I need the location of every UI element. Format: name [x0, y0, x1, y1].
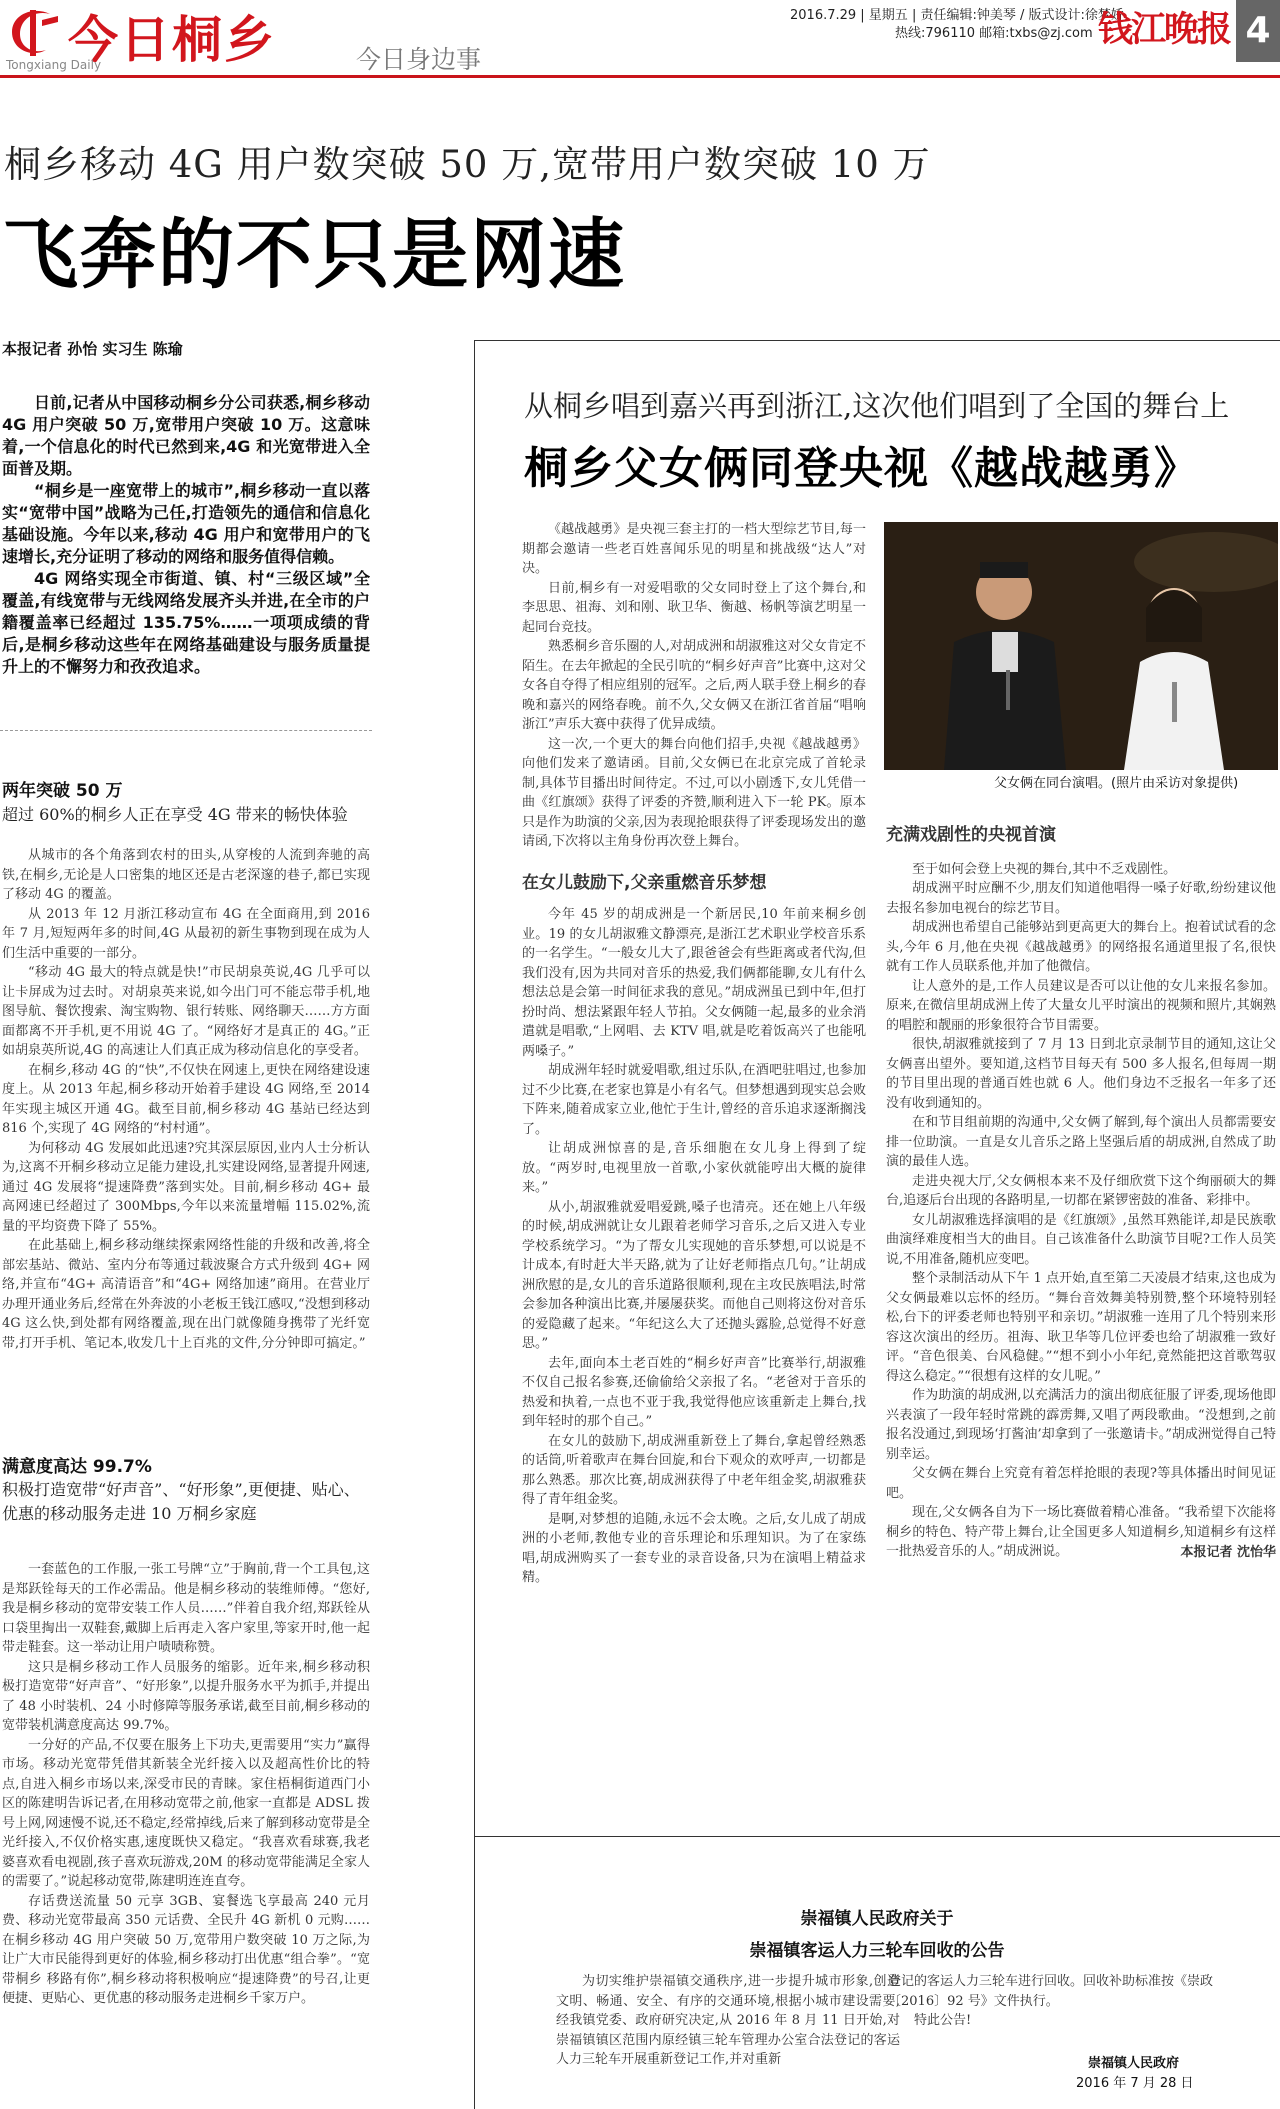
body-paragraph: 胡成洲也希望自己能够站到更高更大的舞台上。抱着试试看的念头,今年 6 月,他在央视《越战越勇》的网络报名通道里报了名,很快就有工作人员联系他,并加了他微信。	[886, 920, 1277, 974]
dashed-divider	[0, 730, 372, 731]
body-paragraph: 在女儿的鼓励下,胡成洲重新登上了舞台,拿起曾经熟悉的话筒,听着歌声在舞台回旋,和台下观众的欢呼声,一切都是那么熟悉。那次比赛,胡成洲获得了中老年组金奖,胡淑雅获得了青年组金奖。	[522, 1433, 866, 1507]
body-paragraph: 这只是桐乡移动工作人员服务的缩影。近年来,桐乡移动积极打造宽带“好声音”、“好形象”,以提升服务水平为抓手,并提出了 48 小时装机、24 小时修障等服务承诺,截至目前,桐乡移动的宽带装机满意度高达 99.7%。	[2, 1659, 370, 1733]
notice-title-line2: 崇福镇客运人力三轮车回收的公告	[749, 1941, 1005, 1961]
article-headline: 飞奔的不只是网速	[2, 210, 626, 299]
body-paragraph: “移动 4G 最大的特点就是快!”市民胡泉英说,4G 几乎可以让卡屏成为过去时。对胡泉英来说,如今出门可不能忘带手机,地图导航、餐饮搜索、淘宝购物、银行转账、网络聊天……方方面面都离不开手机,更不用说 4G 了。“网络好才是真正的 4G。”正如胡泉英所说,4G 的高速让人们真正成为移动信息化的享受者。	[2, 965, 370, 1058]
body-paragraph: 父女俩在舞台上究竟有着怎样抢眼的表现?等具体播出时间见证吧。	[886, 1466, 1276, 1501]
article-lead	[2, 392, 370, 678]
notice-signature-date: 2016 年 7 月 28 日	[1076, 2076, 1194, 2091]
lead-paragraph: 日前,记者从中国移动桐乡分公司获悉,桐乡移动 4G 用户突破 50 万,宽带用户突破 10 万。这意味着,一个信息化的时代已然到来,4G 和光宽带进入全面普及期。	[2, 393, 370, 478]
body-paragraph: 存话费送流量 50 元享 3GB、宴餐选飞享最高 240 元月费、移动光宽带最高 350 元话费、全民升 4G 新机 0 元购……在桐乡移动 4G 用户突破 50 万,宽带用户数突破 10 万之际,为让广大市民能得到更好的体验,桐乡移动打出优惠“组合拳”。“宽带桐乡 移路有你”,桐乡移动将积极响应“提速降费”的号召,让更便捷、更贴心、更优惠的移动服务走进桐乡千家万户。	[2, 1893, 370, 2006]
section-body	[2, 846, 370, 1353]
feature-column-right	[886, 826, 1276, 1562]
notice-paragraph: 登记的客运人力三轮车进行回收。回收补助标准按《崇政〔2016〕92 号》文件执行。	[888, 1974, 1214, 2009]
body-paragraph: 现在,父女俩各自为下一场比赛做着精心准备。“我希望下次能将桐乡的特色、特产带上舞台,让全国更多人知道桐乡,知道桐乡有这样一批热爱音乐的人。”胡成洲说。	[886, 1505, 1276, 1559]
body-paragraph: 是啊,对梦想的追随,永远不会太晚。之后,女儿成了胡成洲的小老师,教他专业的音乐理论和乐理知识。为了在家练唱,胡成洲购买了一套专业的录音设备,只为在演唱上精益求精。	[522, 1511, 866, 1585]
body-paragraph: 从城市的各个角落到农村的田头,从穿梭的人流到奔驰的高铁,在桐乡,无论是人口密集的地区还是古老深邃的巷子,都已实现了移动 4G 的覆盖。	[2, 848, 370, 902]
section-subtitle: 超过 60%的桐乡人正在享受 4G 带来的畅快体验	[2, 805, 348, 824]
section-body	[2, 1560, 370, 2009]
body-paragraph: 去年,面向本土老百姓的“桐乡好声音”比赛举行,胡淑雅不仅自己报名参赛,还偷偷给父亲报了名。“老爸对于音乐的热爱和执着,一点也不亚于我,我觉得他应该重新走上舞台,找到年轻时的那个自己。”	[522, 1355, 866, 1429]
feature-headline: 桐乡父女俩同登央视《越战越勇》	[524, 443, 1199, 494]
body-paragraph: 在此基础上,桐乡移动继续探索网络性能的升级和改善,将全部宏基站、微站、室内分布等通过载波聚合方式升级到 4G+ 网络,并宣布“4G+ 高清语音”和“4G+ 网络加速”商用。在营业厅办理开通业务后,经常在外奔波的小老板王钱江感叹,“没想到移动 4G 这么快,到处都有网络覆盖,现在出门就像随身携带了光纤宽带,打开手机、笔记本,收发几十上百兆的文件,分分钟即可搞定。”	[2, 1238, 370, 1351]
notice-signature-org: 崇福镇人民政府	[1088, 2056, 1180, 2071]
body-paragraph: 让人意外的是,工作人员建议是否可以让他的女儿来报名参加。原来,在微信里胡成洲上传了大量女儿平时演出的视频和照片,其娴熟的唱腔和靓丽的形象很符合节目需要。	[886, 978, 1276, 1033]
notice-paragraph: 特此公告!	[914, 2013, 972, 2028]
contact-meta-line: 热线:796110 邮箱:txbs@zj.com	[895, 26, 1093, 41]
body-paragraph: 为何移动 4G 发展如此迅速?究其深层原因,业内人士分析认为,这离不开桐乡移动立足能力建设,扎实建设网络,显著提升网速,通过 4G 发展将“提速降费”落到实处。目前,桐乡移动 4G+ 最高网速已经超过了 300Mbps,今年以来流量增幅 115.02%,流量的平均资费下降了 55%。	[2, 1140, 370, 1234]
feature-kicker: 从桐乡唱到嘉兴再到浙江,这次他们唱到了全国的舞台上	[524, 389, 1230, 423]
body-paragraph: 这一次,一个更大的舞台向他们招手,央视《越战越勇》向他们发来了邀请函。目前,父女俩已在北京完成了首轮录制,具体节目播出时间待定。不过,可以小剧透下,女儿凭借一曲《红旗颂》获得了评委的齐赞,顺利进入下一轮 PK。原本只是作为助演的父亲,因为表现抢眼获得了评委现场发出的邀请函,下次将以主角身份再次登上舞台。	[522, 736, 866, 849]
article-byline: 本报记者 孙怡 实习生 陈瑜	[2, 340, 183, 358]
notice-paragraph: 为切实维护崇福镇交通秩序,进一步提升城市形象,创造文明、畅通、安全、有序的交通环境,根据小城市建设需要,经我镇党委、政府研究决定,从 2016 年 8 月 11 日开始,对崇福镇镇区范围内原经镇三轮车管理办公室合法登记的客运人力三轮车开展重新登记工作,并对重新	[556, 1974, 900, 2067]
notice-title-line1: 崇福镇人民政府关于	[800, 1909, 954, 1929]
partner-logo: 钱江晚报	[1098, 9, 1231, 50]
body-paragraph: 《越战越勇》是央视三套主打的一档大型综艺节目,每一期都会邀请一些老百姓喜闻乐见的明星和挑战级“达人”对决。	[522, 522, 866, 576]
body-paragraph: 至于如何会登上央视的舞台,其中不乏戏剧性。	[912, 861, 1177, 877]
body-paragraph: 在桐乡,移动 4G 的“快”,不仅快在网速上,更快在网络建设速度上。从 2013 年起,桐乡移动开始着手建设 4G 网络,至 2014 年实现主城区开通 4G。截至目前,桐乡移动 4G 基站已经达到 816 个,实现了 4G 网络的“村村通”。	[2, 1062, 370, 1136]
body-paragraph: 一套蓝色的工作服,一张工号牌“立”于胸前,背一个工具包,这是郑跃铨每天的工作必需品。他是桐乡移动的装维师傅。“您好,我是桐乡移动的宽带安装工作人员……”伴着自我介绍,郑跃铨从口袋里掏出一双鞋套,戴脚上后再走入客户家里,等家开时,他一起带走鞋套。这一举动让用户啧啧称赞。	[2, 1562, 370, 1655]
photo-caption: 父女俩在同台演唱。(照片由采访对象提供)	[994, 776, 1239, 791]
section-name: 今日身边事	[356, 45, 482, 74]
section-subtitle: 积极打造宽带“好声音”、“好形象”,更便捷、贴心、优惠的移动服务走进 10 万桐乡家庭	[2, 1480, 360, 1523]
body-paragraph: 从 2013 年 12 月浙江移动宣布 4G 在全面商用,到 2016 年 7 月,短短两年多的时间,4G 从最初的新生事物到现在成为人们生活中重要的一部分。	[2, 906, 370, 961]
body-paragraph: 一分好的产品,不仅要在服务上下功夫,更需要用“实力”赢得市场。移动光宽带凭借其新装全光纤接入以及超高性价比的特点,自进入桐乡市场以来,深受市民的青睐。家住梧桐街道西门小区的陈建明告诉记者,在用移动宽带之前,他家一直都是 ADSL 拨号上网,网速慢不说,还不稳定,经常掉线,后来了解到移动宽带是全光纤接入,不仅价格实惠,速度既快又稳定。“我喜欢看球赛,我老婆喜欢看电视剧,孩子喜欢玩游戏,20M 的移动宽带能满足全家人的需要了。”说起移动宽带,陈建明连连直夸。	[2, 1737, 370, 1889]
edition-meta-line: 2016.7.29 | 星期五 | 责任编辑:钟美琴 / 版式设计:徐梦娇	[790, 8, 1124, 23]
feature-section-title: 充满戏剧性的央视首演	[886, 825, 1056, 845]
feature-column-middle	[522, 520, 866, 1588]
body-paragraph: 整个录制活动从下午 1 点开始,直至第二天凌晨才结束,这也成为父女俩最难以忘怀的经历。“舞台音效舞美特别赞,整个环境特别轻松,台下的评委老师也特别平和亲切。”胡淑雅一连用了几个特别来形容这次演出的经历。祖海、耿卫华等几位评委也给了胡淑雅一致好评。“音色很美、台风稳健。”“想不到小小年纪,竟然能把这首歌驾驭得这么稳定。”“很想有这样的女儿呢。”	[886, 1271, 1276, 1384]
body-paragraph: 走进央视大厅,父女俩根本来不及仔细欣赏下这个绚丽硕大的舞台,追逐后台出现的各路明星,一切都在紧锣密鼓的准备、彩排中。	[886, 1173, 1276, 1208]
father-daughter-photo	[884, 522, 1278, 770]
body-paragraph: 在和节目组前期的沟通中,父女俩了解到,每个演出人员都需要安排一位助演。一直是女儿音乐之路上坚强后盾的胡成洲,自然成了助演的最佳人选。	[886, 1115, 1276, 1169]
notice-body-right	[888, 1972, 1228, 2031]
lead-paragraph: 4G 网络实现全市街道、镇、村“三级区域”全覆盖,有线宽带与无线网络发展齐头并进,在全市的户籍覆盖率已经超过 135.75%……一项项成绩的背后,是桐乡移动这些年在网络基础建设与服务质量提升上的不懈努力和孜孜追求。	[2, 569, 370, 676]
body-paragraph: 作为助演的胡成洲,以充满活力的演出彻底征服了评委,现场他即兴表演了一段年轻时常跳的霹雳舞,又唱了两段歌曲。“没想到,之前报名没通过,到现场‘打酱油’却拿到了一张邀请卡。”胡成洲觉得自己特别幸运。	[886, 1388, 1276, 1462]
section-title: 满意度高达 99.7%	[2, 1457, 152, 1477]
notice-body-left	[556, 1972, 900, 2070]
body-paragraph: 从小,胡淑雅就爱唱爱跳,嗓子也清亮。还在她上八年级的时候,胡成洲就让女儿跟着老师学习音乐,之后又进入专业学校系统学习。“为了帮女儿实现她的音乐梦想,可以说是不计成本,有时赶大半天路,就为了让好老师指点几句。”让胡成洲欣慰的是,女儿的音乐道路很顺利,现在主攻民族唱法,时常会参加各种演出比赛,并屡屡获奖。而他自己则将这份对音乐的爱隐藏了起来。“年纪这么大了还抛头露脸,总觉得不好意思。”	[522, 1199, 866, 1351]
stage-photo-illustration	[884, 522, 1278, 770]
feature-author: 本报记者 沈怡华	[1180, 1544, 1276, 1560]
body-paragraph: 日前,桐乡有一对爱唱歌的父女同时登上了这个舞台,和李思思、祖海、刘和刚、耿卫华、衡越、杨帆等演艺明星一起同台竞技。	[522, 580, 866, 635]
body-paragraph: 胡成洲平时应酬不少,朋友们知道他唱得一嗓子好歌,纷纷建议他去报名参加电视台的综艺节目。	[886, 881, 1276, 916]
masthead-divider	[0, 75, 1280, 78]
body-paragraph: 让胡成洲惊喜的是,音乐细胞在女儿身上得到了绽放。“两岁时,电视里放一首歌,小家伙就能哼出大概的旋律来。”	[522, 1141, 866, 1195]
tongxiang-daily-logo-icon	[6, 2, 64, 60]
page-number: 4	[1236, 0, 1280, 62]
feature-section-title: 在女儿鼓励下,父亲重燃音乐梦想	[522, 872, 767, 893]
masthead-logo-english: Tongxiang Daily	[6, 58, 102, 72]
body-paragraph: 今年 45 岁的胡成洲是一个新居民,10 年前来桐乡创业。19 的女儿胡淑雅文静漂亮,是浙江艺术职业学校音乐系的一名学生。“一般女儿大了,跟爸爸会有些距离或者代沟,但我们没有,因为共同对音乐的热爱,我们俩都能聊,女儿有什么想法总是会第一时间征求我的意见。”胡成洲虽已到中年,但打扮时尚、想法紧跟年轻人节拍。父女俩随一起,最多的业余消遣就是唱歌,“上网唱、去 KTV 唱,就是吃着饭高兴了也能吼两嗓子。”	[522, 907, 866, 1059]
body-paragraph: 胡成洲年轻时就爱唱歌,组过乐队,在酒吧驻唱过,也参加过不少比赛,在老家也算是小有名气。但梦想遇到现实总会败下阵来,随着成家立业,他忙于生计,曾经的音乐追求逐渐搁浅了。	[522, 1063, 866, 1137]
body-paragraph: 熟悉桐乡音乐圈的人,对胡成洲和胡淑雅这对父女肯定不陌生。在去年掀起的全民引吭的“桐乡好声音”比赛中,这对父女各自夺得了相应组别的冠军。之后,两人联手登上桐乡的春晚和嘉兴的网络春晚。前不久,父女俩又在浙江省首届“唱响浙江”声乐大赛中获得了优异成绩。	[522, 639, 866, 732]
body-paragraph: 很快,胡淑雅就接到了 7 月 13 日到北京录制节目的通知,这让父女俩喜出望外。要知道,这档节目每天有 500 多人报名,但每周一期的节目里出现的普通百姓也就 6 人。他们身边不乏报名一年多了还没有收到通知的。	[886, 1037, 1276, 1111]
body-paragraph: 女儿胡淑雅选择演唱的是《红旗颂》,虽然耳熟能详,却是民族歌曲演绎难度相当大的曲目。自己该准备什么助演节目呢?工作人员笑说,不用准备,随机应变吧。	[886, 1212, 1276, 1267]
masthead-logo-text: 今日桐乡	[68, 10, 276, 69]
article-kicker: 桐乡移动 4G 用户数突破 50 万,宽带用户数突破 10 万	[4, 143, 931, 186]
lead-paragraph: “桐乡是一座宽带上的城市”,桐乡移动一直以落实“宽带中国”战略为己任,打造领先的通信和信息化基础设施。今年以来,移动 4G 用户和宽带用户的飞速增长,充分证明了移动的网络和服务值得信赖。	[2, 481, 370, 566]
section-title: 两年突破 50 万	[2, 781, 123, 801]
